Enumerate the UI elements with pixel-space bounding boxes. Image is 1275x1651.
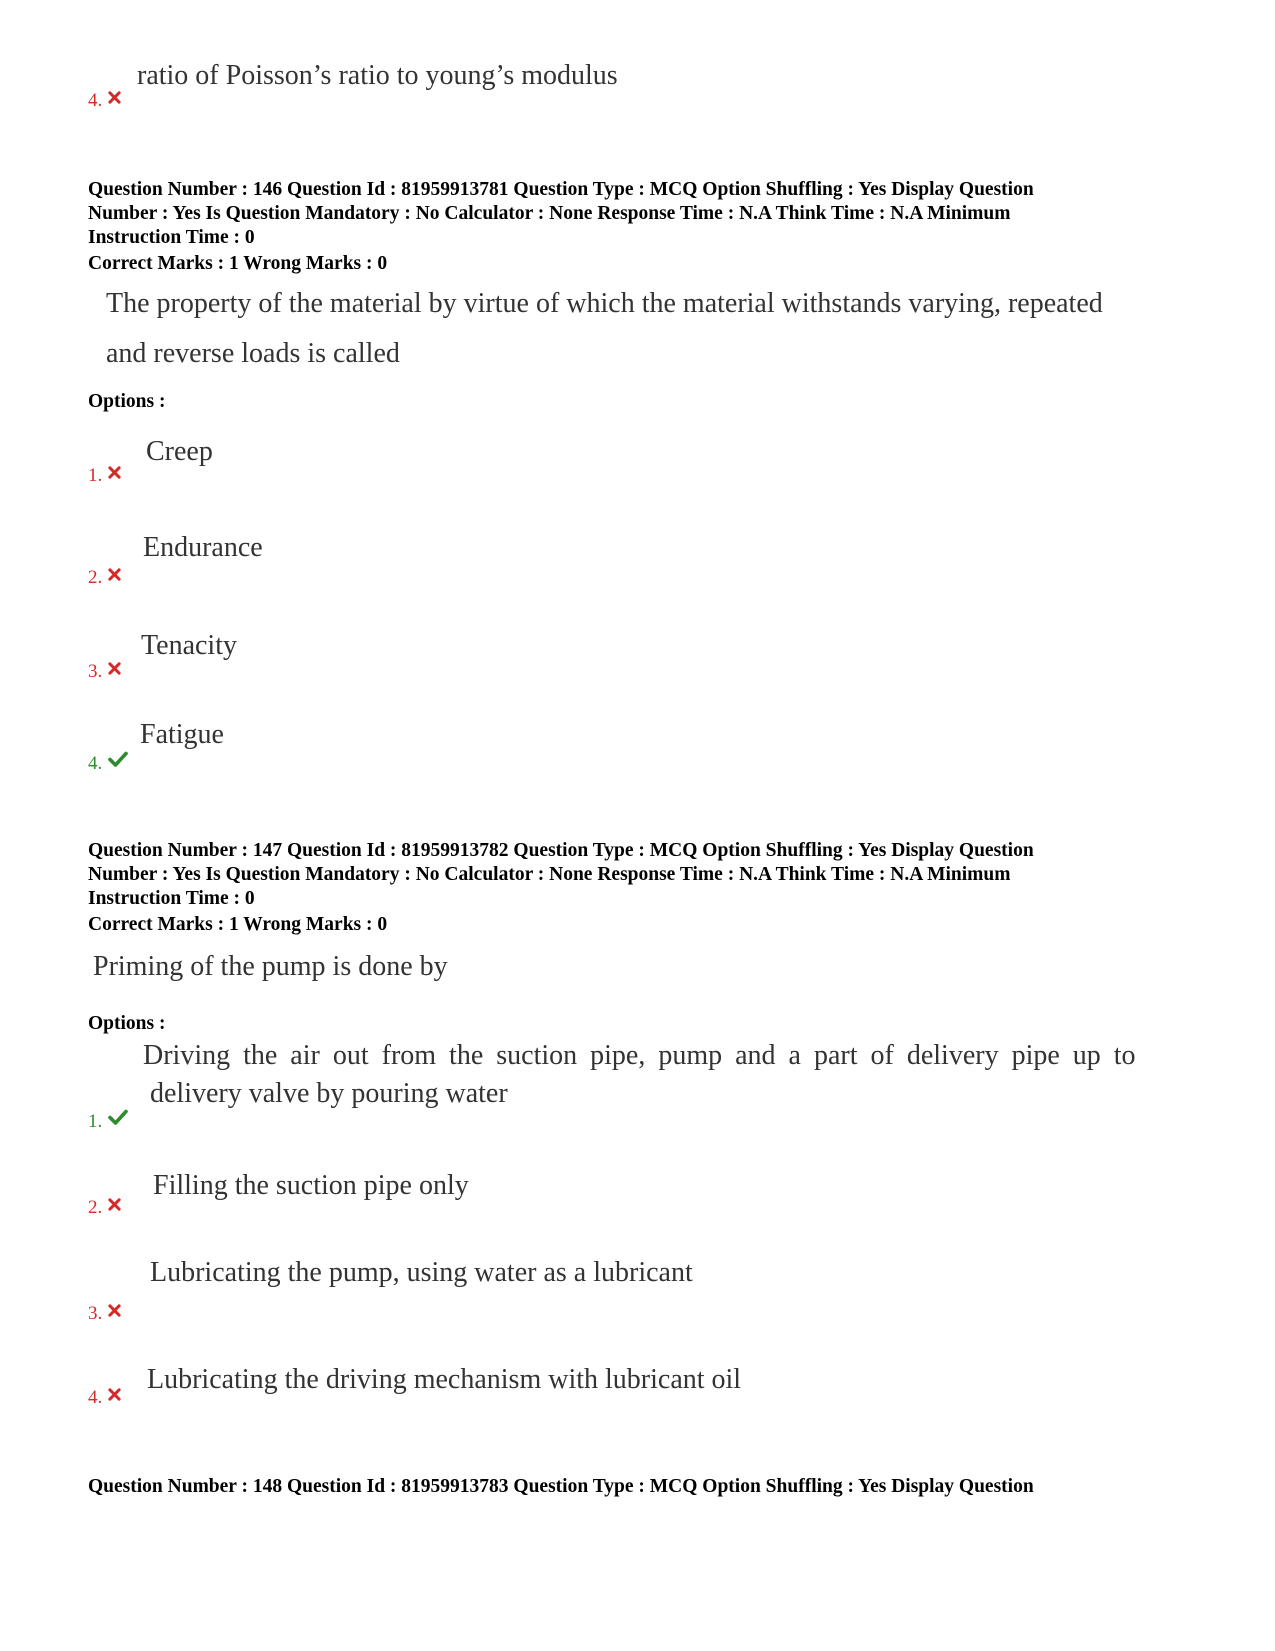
option-text: Lubricating the pump, using water as a lubricant (150, 1257, 693, 1288)
option-number: 2. (88, 567, 121, 589)
option-text: Filling the suction pipe only (153, 1170, 469, 1201)
question-meta-147 (88, 839, 1178, 911)
option-text: Tenacity (141, 630, 237, 661)
meta-line: Number : Yes Is Question Mandatory : No Calculator : None Response Time : N.A Think Time : N.A Minimum (88, 864, 1011, 885)
options-label-147: Options : (88, 1013, 166, 1034)
wrong-icon (108, 466, 121, 479)
meta-line: Question Number : 146 Question Id : 81959913781 Question Type : MCQ Option Shuffling : Yes Display Question (88, 179, 1034, 200)
question-meta-148 (88, 1475, 1178, 1499)
meta-line: Instruction Time : 0 (88, 227, 255, 248)
wrong-icon (108, 1388, 121, 1401)
wrong-icon (108, 1198, 121, 1211)
meta-line: Number : Yes Is Question Mandatory : No Calculator : None Response Time : N.A Think Time : N.A Minimum (88, 203, 1011, 224)
option-text: Endurance (143, 532, 263, 563)
option-number: 4. (88, 1387, 121, 1409)
option-number: 3. (88, 1303, 121, 1325)
option-number: 2. (88, 1197, 121, 1219)
check-icon (108, 1109, 128, 1125)
marks-info-147: Correct Marks : 1 Wrong Marks : 0 (88, 914, 388, 935)
option-number: 1. (88, 1109, 128, 1133)
option-text: Creep (146, 436, 213, 467)
option-number: 4. (88, 751, 128, 775)
option-text-line2: delivery valve by pouring water (150, 1078, 508, 1109)
meta-line: Question Number : 147 Question Id : 81959913782 Question Type : MCQ Option Shuffling : Yes Display Question (88, 840, 1034, 861)
wrong-icon (108, 91, 121, 104)
meta-line: Instruction Time : 0 (88, 888, 255, 909)
question-text-146-line2: and reverse loads is called (106, 338, 400, 369)
wrong-icon (108, 662, 121, 675)
option-text: ratio of Poisson’s ratio to young’s modulus (137, 60, 618, 91)
meta-line: Question Number : 148 Question Id : 81959913783 Question Type : MCQ Option Shuffling : Yes Display Question (88, 1476, 1034, 1497)
options-label-146: Options : (88, 391, 166, 412)
check-icon (108, 751, 128, 767)
option-text: Fatigue (140, 719, 224, 750)
wrong-icon (108, 568, 121, 581)
option-text: Lubricating the driving mechanism with lubricant oil (147, 1364, 742, 1395)
option-number: 4. (88, 90, 121, 112)
question-text-147: Priming of the pump is done by (93, 951, 448, 982)
wrong-icon (108, 1304, 121, 1317)
option-number: 3. (88, 661, 121, 683)
question-text-146-line1: The property of the material by virtue of which the material withstands varying, repeated (106, 288, 1103, 319)
question-meta-146 (88, 178, 1178, 250)
option-number: 1. (88, 465, 121, 487)
marks-info-146: Correct Marks : 1 Wrong Marks : 0 (88, 253, 388, 274)
option-text-line1: Driving the air out from the suction pipe, pump and a part of delivery pipe up to (143, 1040, 1136, 1071)
